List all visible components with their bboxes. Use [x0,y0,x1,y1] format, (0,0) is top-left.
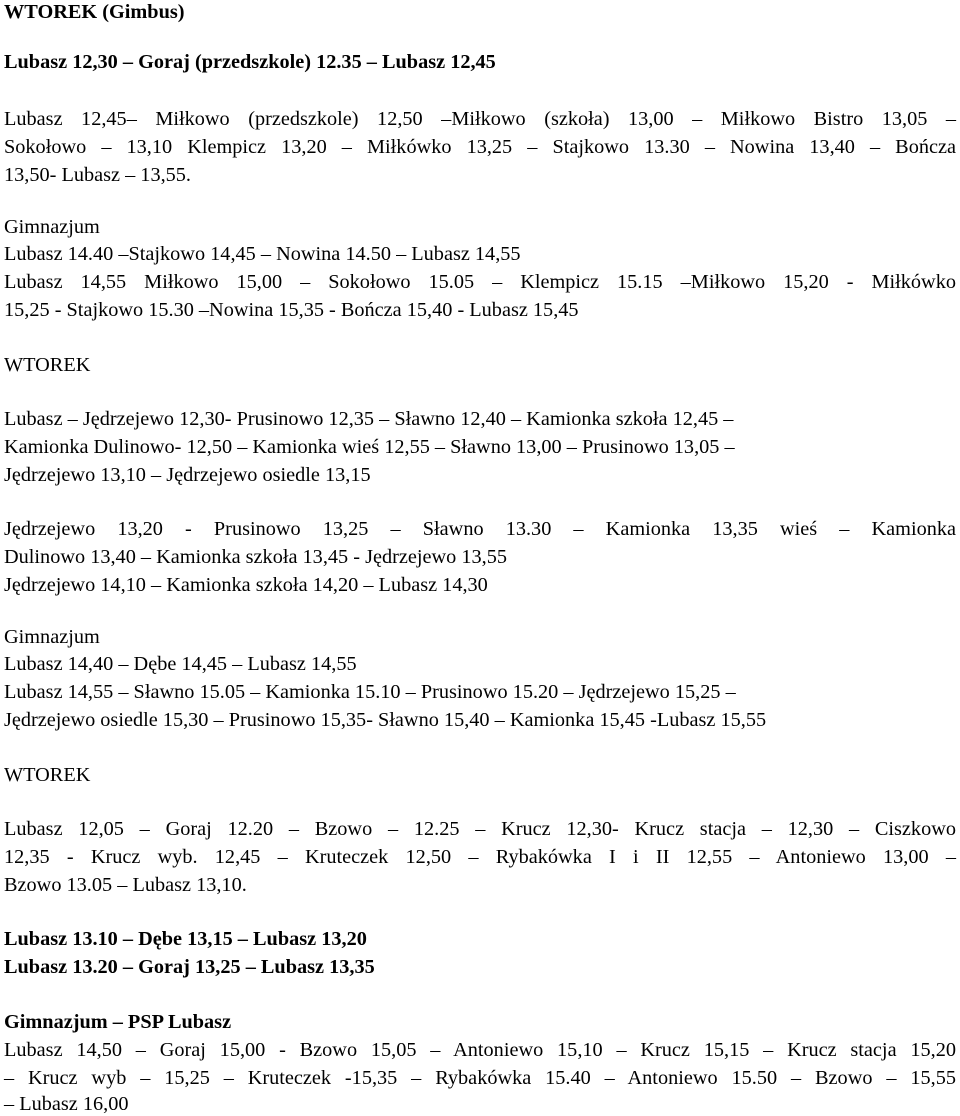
route-gimnazjum-2-line-3: Jędrzejewo osiedle 15,30 – Prusinowo 15,35- Sławno 15,40 – Kamionka 15,45 -Lubasz 15,55 [4,709,767,731]
heading-gimnazjum-1: Gimnazjum [4,216,100,238]
route-jedrzejewo-line-2: Kamionka Dulinowo- 12,50 – Kamionka wieś 12,55 – Sławno 13,00 – Prusinowo 13,05 – [4,436,735,458]
route-milkowo-line-3: 13,50- Lubasz – 13,55. [4,164,192,186]
route-milkowo-line-1: Lubasz 12,45– Miłkowo (przedszkole) 12,50 –Miłkowo (szkoła) 13,00 – Miłkowo Bistro 13,05 – [4,108,956,130]
route-debe-line: Lubasz 13.10 – Dębe 13,15 – Lubasz 13,20 [4,928,367,950]
route-goraj-line-1: Lubasz 12,05 – Goraj 12.20 – Bzowo – 12.25 – Krucz 12,30- Krucz stacja – 12,30 – Ciszkowo [4,818,956,840]
route-psp-line-3: – Lubasz 16,00 [4,1093,129,1115]
route-goraj-short-line: Lubasz 13.20 – Goraj 13,25 – Lubasz 13,35 [4,956,375,978]
route-psp-line-2: – Krucz wyb – 15,25 – Kruteczek -15,35 – Rybakówka 15.40 – Antoniewo 15.50 – Bzowo – 15,55 [4,1067,956,1089]
route-jedrzejewo-line-1: Lubasz – Jędrzejewo 12,30- Prusinowo 12,35 – Sławno 12,40 – Kamionka szkoła 12,45 – [4,408,734,430]
route-gimbus-line: Lubasz 12,30 – Goraj (przedszkole) 12.35 – Lubasz 12,45 [4,51,496,73]
route-gimnazjum-1-line-3: 15,25 - Stajkowo 15.30 –Nowina 15,35 - Bończa 15,40 - Lubasz 15,45 [4,299,579,321]
route-gimnazjum-2-line-2: Lubasz 14,55 – Sławno 15.05 – Kamionka 15.10 – Prusinowo 15.20 – Jędrzejewo 15,25 – [4,681,736,703]
route-goraj-line-3: Bzowo 13.05 – Lubasz 13,10. [4,874,247,896]
route-psp-line-1: Lubasz 14,50 – Goraj 15,00 - Bzowo 15,05 – Antoniewo 15,10 – Krucz 15,15 – Krucz stacja 15,20 [4,1039,956,1061]
heading-wtorek-2: WTOREK [4,354,91,376]
route-goraj-line-2: 12,35 - Krucz wyb. 12,45 – Kruteczek 12,50 – Rybakówka I i II 12,55 – Antoniewo 13,00 – [4,846,956,868]
route-gimnazjum-2-line-1: Lubasz 14,40 – Dębe 14,45 – Lubasz 14,55 [4,653,357,675]
route-jedrzejewo-return-line-1: Jędrzejewo 13,20 - Prusinowo 13,25 – Sławno 13.30 – Kamionka 13,35 wieś – Kamionka [4,518,956,540]
heading-wtorek-gimbus: WTOREK (Gimbus) [4,1,185,23]
route-jedrzejewo-return-line-3: Jędrzejewo 14,10 – Kamionka szkoła 14,20 – Lubasz 14,30 [4,574,488,596]
route-jedrzejewo-return-line-2: Dulinowo 13,40 – Kamionka szkoła 13,45 - Jędrzejewo 13,55 [4,546,507,568]
route-jedrzejewo-line-3: Jędrzejewo 13,10 – Jędrzejewo osiedle 13,15 [4,464,371,486]
route-gimnazjum-1-line-2: Lubasz 14,55 Miłkowo 15,00 – Sokołowo 15.05 – Klempicz 15.15 –Miłkowo 15,20 - Miłkówko [4,271,956,293]
route-gimnazjum-1-line-1: Lubasz 14.40 –Stajkowo 14,45 – Nowina 14.50 – Lubasz 14,55 [4,243,521,265]
heading-gimnazjum-2: Gimnazjum [4,626,100,648]
heading-wtorek-3: WTOREK [4,764,91,786]
heading-gimnazjum-psp: Gimnazjum – PSP Lubasz [4,1011,232,1033]
route-milkowo-line-2: Sokołowo – 13,10 Klempicz 13,20 – Miłkówko 13,25 – Stajkowo 13.30 – Nowina 13,40 – Bończa [4,136,956,158]
